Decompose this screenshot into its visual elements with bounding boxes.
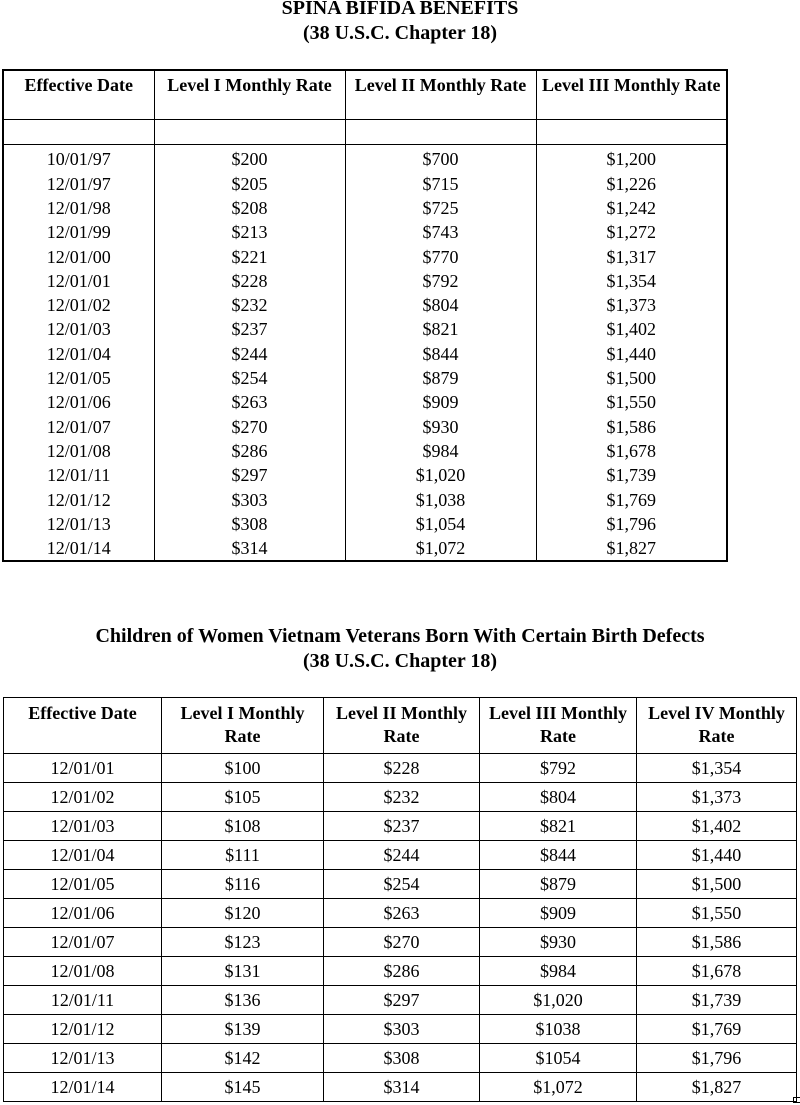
monthly-rate-cell: $879 [345,366,536,390]
monthly-rate-cell: $297 [324,986,480,1015]
table-row [4,1044,797,1073]
effective-date-cell: 12/01/03 [4,812,162,841]
monthly-rate-cell: $1,769 [637,1015,797,1044]
header-effective-date: Effective Date [3,70,154,119]
header-effective-date: Effective Date [4,698,162,754]
monthly-rate-cell: $1,072 [345,536,536,561]
monthly-rate-cell: $1,354 [536,269,727,293]
table-row [3,244,727,268]
monthly-rate-cell: $1,020 [480,986,637,1015]
monthly-rate-cell: $221 [154,244,345,268]
monthly-rate-cell: $1,072 [480,1073,637,1102]
monthly-rate-cell: $205 [154,172,345,196]
table-row [4,899,797,928]
monthly-rate-cell: $844 [480,841,637,870]
monthly-rate-cell: $116 [162,870,324,899]
spina-bifida-rates-table [2,69,728,562]
monthly-rate-cell: $821 [345,317,536,341]
table-row [3,439,727,463]
monthly-rate-cell: $1,678 [536,439,727,463]
monthly-rate-cell: $286 [324,957,480,986]
monthly-rate-cell: $270 [324,928,480,957]
header-level-2: Level II Monthly Rate [345,70,536,119]
monthly-rate-cell: $314 [154,536,345,561]
monthly-rate-cell: $1,827 [637,1073,797,1102]
monthly-rate-cell: $743 [345,220,536,244]
table-row [3,144,727,172]
monthly-rate-cell: $244 [324,841,480,870]
table-row [4,812,797,841]
table-row [4,1015,797,1044]
table-row [4,928,797,957]
effective-date-cell: 10/01/97 [3,144,154,172]
effective-date-cell: 12/01/11 [3,463,154,487]
monthly-rate-cell: $286 [154,439,345,463]
monthly-rate-cell: $244 [154,342,345,366]
monthly-rate-cell: $1,200 [536,144,727,172]
table-row [3,487,727,511]
monthly-rate-cell: $1054 [480,1044,637,1073]
monthly-rate-cell: $1,769 [536,487,727,511]
monthly-rate-cell: $909 [480,899,637,928]
table-row [3,220,727,244]
blank-cell [3,119,154,144]
monthly-rate-cell: $237 [154,317,345,341]
monthly-rate-cell: $228 [154,269,345,293]
monthly-rate-cell: $263 [154,390,345,414]
effective-date-cell: 12/01/07 [4,928,162,957]
monthly-rate-cell: $1,796 [637,1044,797,1073]
monthly-rate-cell: $792 [345,269,536,293]
monthly-rate-cell: $1,038 [345,487,536,511]
monthly-rate-cell: $145 [162,1073,324,1102]
table-row [4,957,797,986]
monthly-rate-cell: $1,827 [536,536,727,561]
monthly-rate-cell: $208 [154,196,345,220]
monthly-rate-cell: $303 [154,487,345,511]
monthly-rate-cell: $1,054 [345,512,536,536]
table-row [3,317,727,341]
monthly-rate-cell: $1,586 [536,414,727,438]
monthly-rate-cell: $1,678 [637,957,797,986]
table-row [3,366,727,390]
effective-date-cell: 12/01/12 [3,487,154,511]
monthly-rate-cell: $297 [154,463,345,487]
effective-date-cell: 12/01/03 [3,317,154,341]
table-row [3,536,727,561]
monthly-rate-cell: $237 [324,812,480,841]
header-level-3: Level III Monthly Rate [480,698,637,754]
effective-date-cell: 12/01/97 [3,172,154,196]
effective-date-cell: 12/01/08 [4,957,162,986]
monthly-rate-cell: $1,226 [536,172,727,196]
table-row [3,293,727,317]
monthly-rate-cell: $700 [345,144,536,172]
monthly-rate-cell: $200 [154,144,345,172]
monthly-rate-cell: $263 [324,899,480,928]
effective-date-cell: 12/01/14 [4,1073,162,1102]
monthly-rate-cell: $844 [345,342,536,366]
monthly-rate-cell: $1,272 [536,220,727,244]
monthly-rate-cell: $1,739 [536,463,727,487]
effective-date-cell: 12/01/14 [3,536,154,561]
monthly-rate-cell: $314 [324,1073,480,1102]
monthly-rate-cell: $984 [480,957,637,986]
effective-date-cell: 12/01/04 [4,841,162,870]
table-row [4,1073,797,1102]
monthly-rate-cell: $879 [480,870,637,899]
effective-date-cell: 12/01/01 [3,269,154,293]
effective-date-cell: 12/01/07 [3,414,154,438]
monthly-rate-cell: $1,550 [536,390,727,414]
monthly-rate-cell: $1,500 [637,870,797,899]
monthly-rate-cell: $821 [480,812,637,841]
monthly-rate-cell: $232 [324,783,480,812]
monthly-rate-cell: $930 [480,928,637,957]
monthly-rate-cell: $804 [480,783,637,812]
effective-date-cell: 12/01/13 [3,512,154,536]
effective-date-cell: 12/01/98 [3,196,154,220]
monthly-rate-cell: $792 [480,754,637,783]
monthly-rate-cell: $254 [324,870,480,899]
birth-defects-rates-table [3,697,797,1102]
monthly-rate-cell: $136 [162,986,324,1015]
monthly-rate-cell: $1,242 [536,196,727,220]
table-row [4,841,797,870]
blank-cell [536,119,727,144]
monthly-rate-cell: $1038 [480,1015,637,1044]
monthly-rate-cell: $770 [345,244,536,268]
effective-date-cell: 12/01/00 [3,244,154,268]
table-row [4,986,797,1015]
table-row [3,196,727,220]
monthly-rate-cell: $1,317 [536,244,727,268]
spina-bifida-title-line2: (38 U.S.C. Chapter 18) [302,22,498,44]
monthly-rate-cell: $1,402 [637,812,797,841]
table-row [3,390,727,414]
monthly-rate-cell: $1,020 [345,463,536,487]
monthly-rate-cell: $142 [162,1044,324,1073]
birth-defects-title-line1: Children of Women Vietnam Veterans Born With Certain Birth Defects [95,625,705,647]
monthly-rate-cell: $1,796 [536,512,727,536]
monthly-rate-cell: $105 [162,783,324,812]
blank-cell [345,119,536,144]
header-level-1: Level I Monthly Rate [162,698,324,754]
effective-date-cell: 12/01/13 [4,1044,162,1073]
header-level-3: Level III Monthly Rate [536,70,727,119]
table-row [4,870,797,899]
monthly-rate-cell: $123 [162,928,324,957]
monthly-rate-cell: $1,402 [536,317,727,341]
header-level-2: Level II Monthly Rate [324,698,480,754]
monthly-rate-cell: $111 [162,841,324,870]
header-level-1: Level I Monthly Rate [154,70,345,119]
effective-date-cell: 12/01/11 [4,986,162,1015]
monthly-rate-cell: $139 [162,1015,324,1044]
page-corner-mark [793,1097,800,1103]
blank-cell [154,119,345,144]
monthly-rate-cell: $270 [154,414,345,438]
birth-defects-title [0,624,800,674]
table-row [4,783,797,812]
table-row [3,414,727,438]
monthly-rate-cell: $213 [154,220,345,244]
monthly-rate-cell: $120 [162,899,324,928]
effective-date-cell: 12/01/06 [4,899,162,928]
monthly-rate-cell: $715 [345,172,536,196]
monthly-rate-cell: $1,354 [637,754,797,783]
birth-defects-title-line2: (38 U.S.C. Chapter 18) [302,650,498,672]
spina-bifida-title [0,0,800,46]
monthly-rate-cell: $930 [345,414,536,438]
monthly-rate-cell: $308 [324,1044,480,1073]
effective-date-cell: 12/01/04 [3,342,154,366]
monthly-rate-cell: $1,739 [637,986,797,1015]
table-row [4,754,797,783]
monthly-rate-cell: $725 [345,196,536,220]
table-row [3,512,727,536]
table-row [3,269,727,293]
blank-row [3,119,727,144]
monthly-rate-cell: $303 [324,1015,480,1044]
effective-date-cell: 12/01/99 [3,220,154,244]
table-header-row [3,70,727,119]
spina-bifida-title-line1: SPINA BIFIDA BENEFITS [281,0,519,19]
monthly-rate-cell: $100 [162,754,324,783]
effective-date-cell: 12/01/02 [4,783,162,812]
monthly-rate-cell: $1,440 [536,342,727,366]
table-row [3,172,727,196]
effective-date-cell: 12/01/05 [3,366,154,390]
monthly-rate-cell: $108 [162,812,324,841]
effective-date-cell: 12/01/01 [4,754,162,783]
monthly-rate-cell: $1,440 [637,841,797,870]
monthly-rate-cell: $1,373 [536,293,727,317]
monthly-rate-cell: $909 [345,390,536,414]
monthly-rate-cell: $254 [154,366,345,390]
monthly-rate-cell: $804 [345,293,536,317]
monthly-rate-cell: $1,550 [637,899,797,928]
header-level-4: Level IV Monthly Rate [637,698,797,754]
monthly-rate-cell: $1,586 [637,928,797,957]
monthly-rate-cell: $984 [345,439,536,463]
effective-date-cell: 12/01/08 [3,439,154,463]
monthly-rate-cell: $232 [154,293,345,317]
table-row [3,463,727,487]
effective-date-cell: 12/01/12 [4,1015,162,1044]
monthly-rate-cell: $131 [162,957,324,986]
effective-date-cell: 12/01/02 [3,293,154,317]
monthly-rate-cell: $1,500 [536,366,727,390]
monthly-rate-cell: $308 [154,512,345,536]
monthly-rate-cell: $1,373 [637,783,797,812]
monthly-rate-cell: $228 [324,754,480,783]
table-row [3,342,727,366]
effective-date-cell: 12/01/05 [4,870,162,899]
effective-date-cell: 12/01/06 [3,390,154,414]
table-header-row [4,698,797,754]
